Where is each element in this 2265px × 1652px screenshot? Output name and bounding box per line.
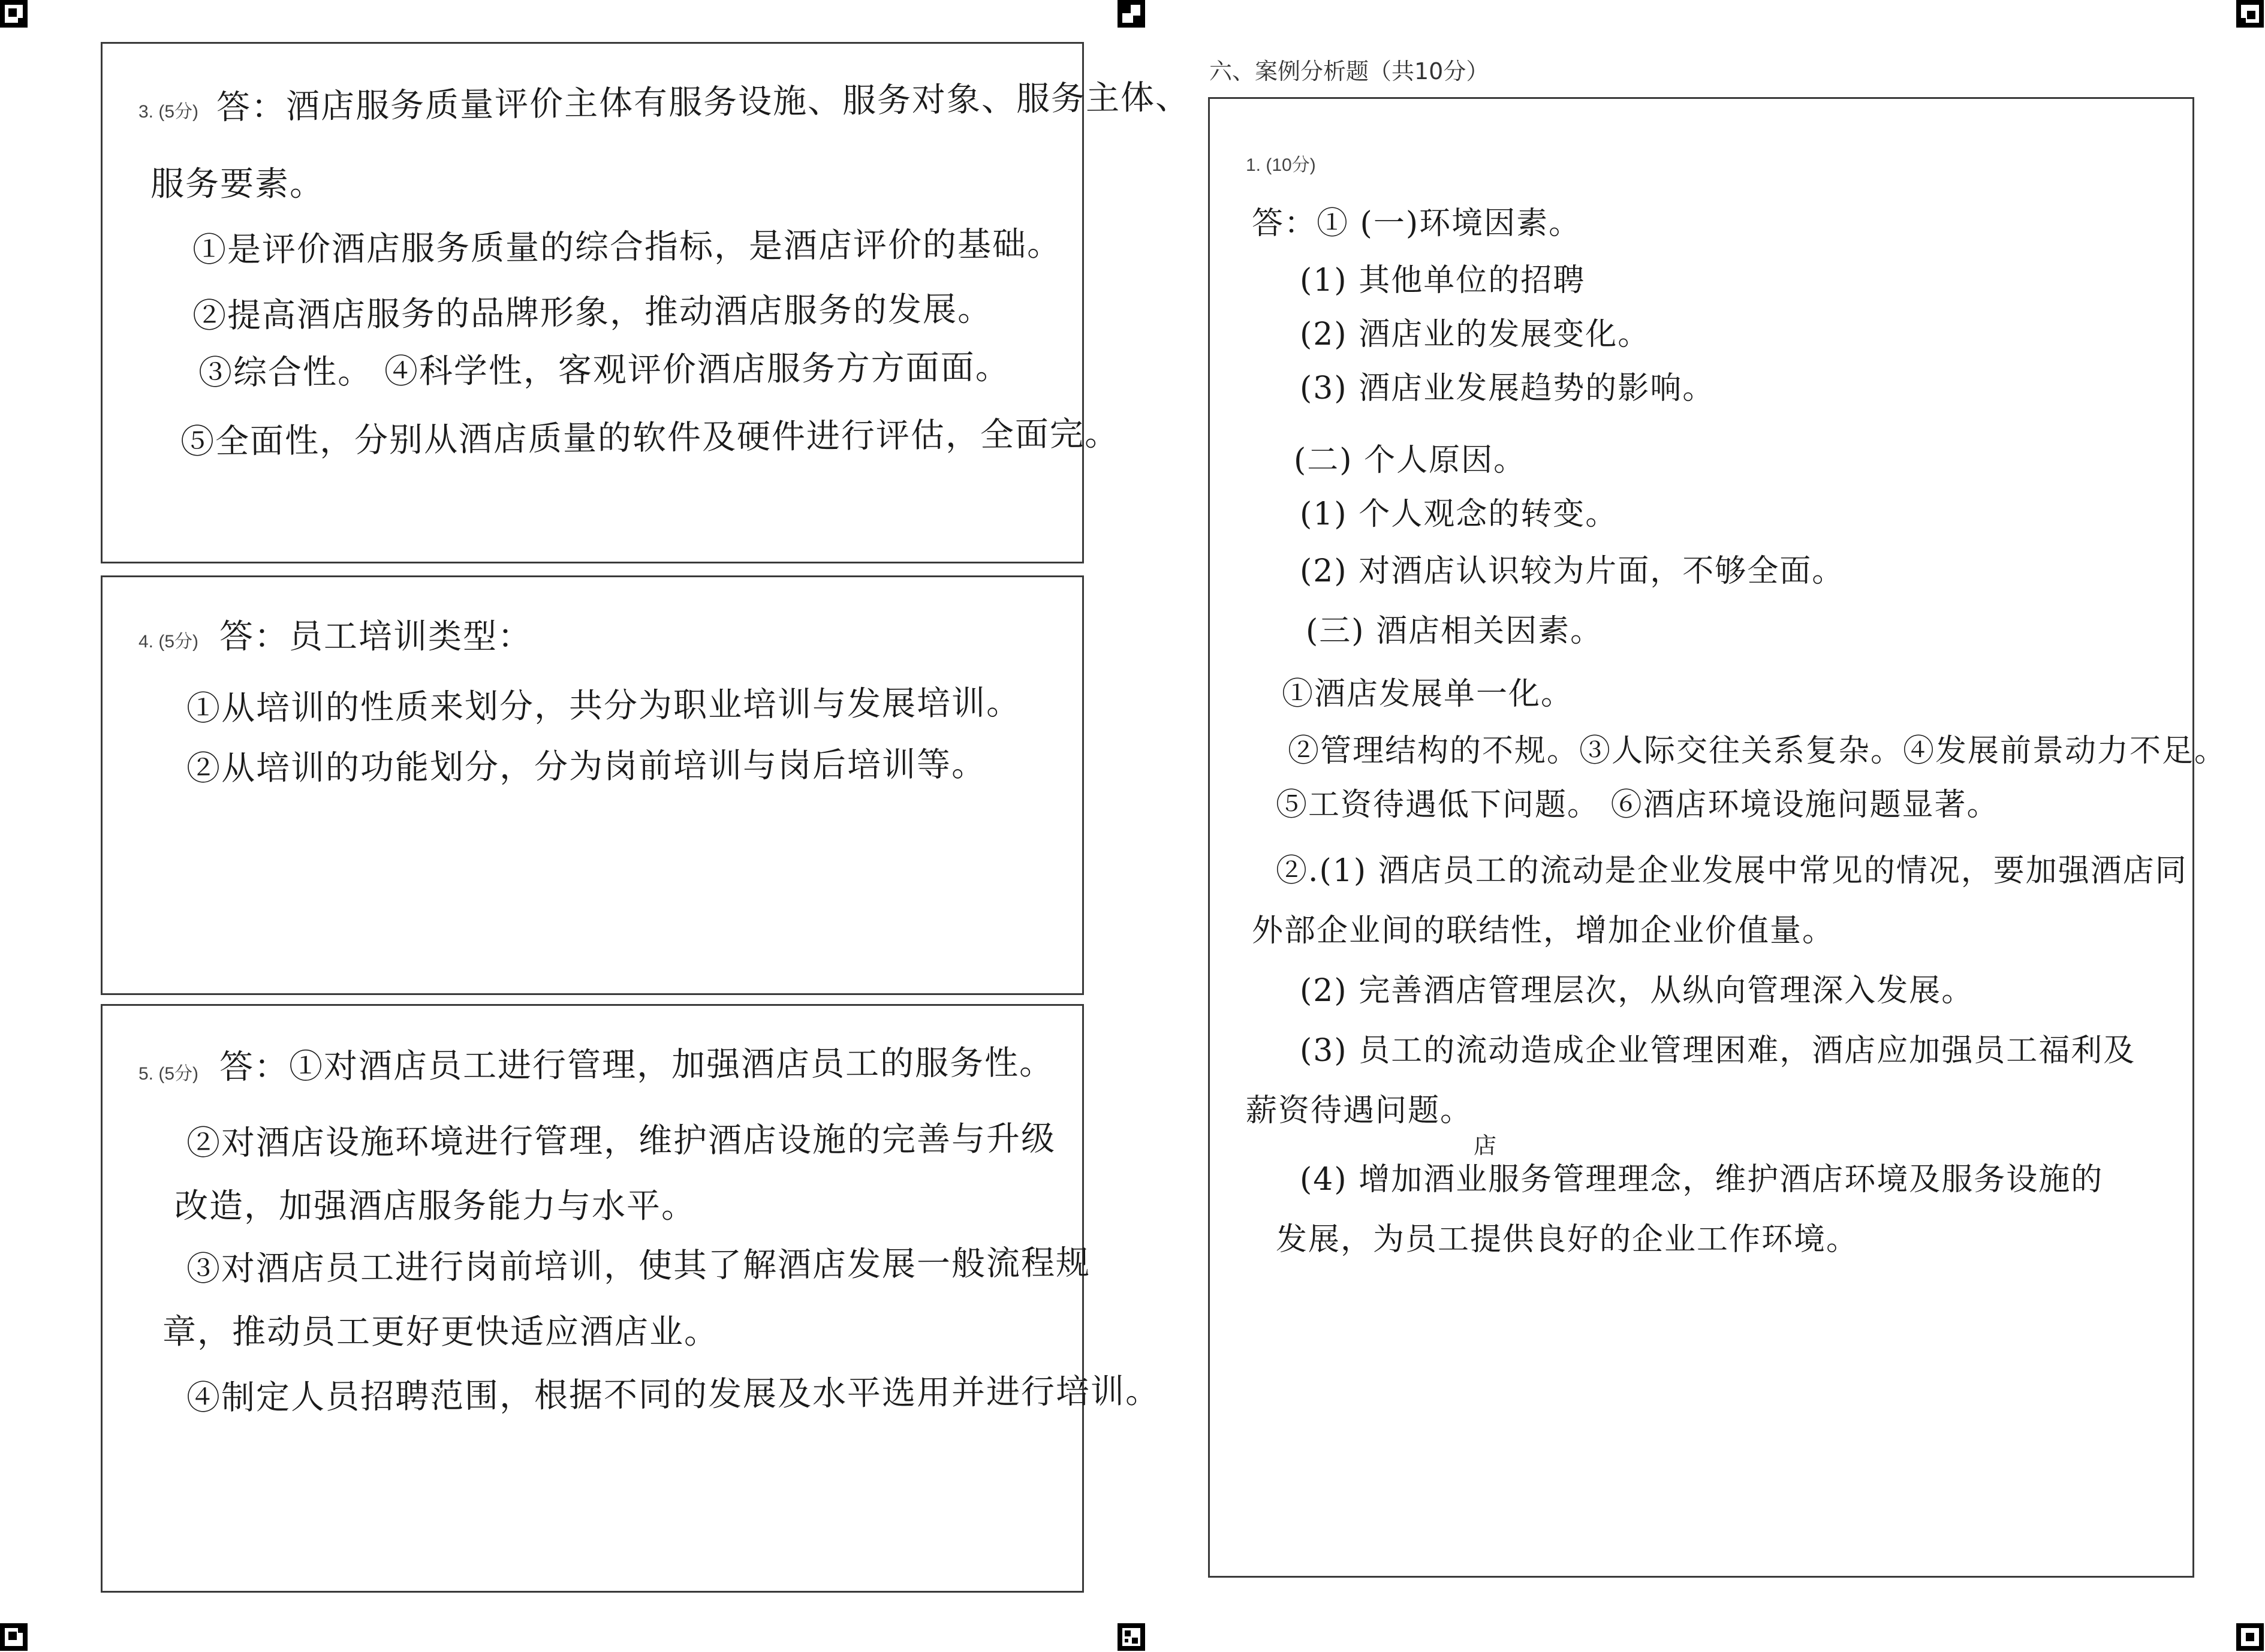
handwritten-line: ②提高酒店服务的品牌形象，推动酒店服务的发展。 xyxy=(192,290,993,336)
registration-marker-top-center xyxy=(1118,0,1145,28)
handwritten-line: ⑤工资待遇低下问题。 ⑥酒店环境设施问题显著。 xyxy=(1276,787,1999,823)
handwritten-line: ②管理结构的不规。③人际交往关系复杂。④发展前景动力不足。 xyxy=(1288,733,2227,769)
handwritten-line: 外部企业间的联结性，增加企业价值量。 xyxy=(1252,913,1835,949)
handwritten-line: 薪资待遇问题。 xyxy=(1246,1093,1473,1129)
section-title: 六、案例分析题（共10分） xyxy=(1209,58,1489,85)
handwritten-line: ③对酒店员工进行岗前培训，使其了解酒店发展一般流程规 xyxy=(186,1243,1091,1289)
question-label: 5. (5分) xyxy=(138,1064,199,1084)
handwritten-line: 答：① (一)环境因素。 xyxy=(1252,206,1582,242)
handwritten-line: (三) 酒店相关因素。 xyxy=(1306,613,1603,649)
handwritten-line: (二) 个人原因。 xyxy=(1294,442,1526,478)
answer-box-case-q1 xyxy=(1208,97,2227,1578)
handwritten-line: (4) 增加酒业服务管理理念，维护酒店环境及服务设施的 xyxy=(1300,1162,2104,1198)
handwritten-line: (3) 员工的流动造成企业管理困难，酒店应加强员工福利及 xyxy=(1300,1033,2136,1069)
handwritten-line: 章，推动员工更好更快适应酒店业。 xyxy=(162,1313,719,1352)
handwritten-line: ④制定人员招聘范围，根据不同的发展及水平选用并进行培训。 xyxy=(186,1371,1161,1418)
handwritten-line: (2) 完善酒店管理层次，从纵向管理深入发展。 xyxy=(1300,973,1974,1009)
question-label: 4. (5分) xyxy=(138,632,199,652)
answer-box-q3 xyxy=(101,42,1191,563)
handwritten-line: 发展，为员工提供良好的企业工作环境。 xyxy=(1276,1222,1859,1258)
handwritten-line: (3) 酒店业发展趋势的影响。 xyxy=(1300,370,1715,406)
handwritten-line: (2) 酒店业的发展变化。 xyxy=(1300,316,1650,352)
handwritten-line: ③综合性。 ④科学性，客观评价酒店服务方方面面。 xyxy=(198,348,1011,393)
registration-marker-bottom-right xyxy=(2236,1623,2264,1651)
handwritten-line: 改造，加强酒店服务能力与水平。 xyxy=(174,1187,696,1226)
answer-box-q5 xyxy=(101,1004,1161,1593)
handwritten-line: ①是评价酒店服务质量的综合指标，是酒店评价的基础。 xyxy=(192,224,1062,270)
handwritten-line: ②.(1) 酒店员工的流动是企业发展中常见的情况，要加强酒店同 xyxy=(1276,853,2188,889)
handwritten-line: (1) 个人观念的转变。 xyxy=(1300,496,1618,532)
question-label: 3. (5分) xyxy=(138,102,199,122)
handwritten-line: (2) 对酒店认识较为片面，不够全面。 xyxy=(1300,553,1845,589)
question-label: 1. (10分) xyxy=(1246,155,1316,175)
handwritten-line: ①酒店发展单一化。 xyxy=(1282,676,1574,712)
registration-marker-bottom-center xyxy=(1118,1623,1145,1651)
handwritten-line: (1) 其他单位的招聘 xyxy=(1300,263,1586,299)
handwritten-line: ②对酒店设施环境进行管理，维护酒店设施的完善与升级 xyxy=(186,1119,1056,1163)
handwritten-line: ⑤全面性，分别从酒店质量的软件及硬件进行评估，全面完。 xyxy=(180,414,1120,462)
handwritten-line: 答：员工培训类型： xyxy=(219,617,532,656)
registration-marker-top-left xyxy=(0,0,28,28)
answer-box-q4 xyxy=(101,575,1084,995)
handwritten-insertion: 店 xyxy=(1474,1132,1498,1159)
handwritten-line: 服务要素。 xyxy=(150,165,324,204)
registration-marker-top-right xyxy=(2236,0,2264,28)
handwritten-line: 答：酒店服务质量评价主体有服务设施、服务对象、服务主体、 xyxy=(216,77,1191,127)
registration-marker-bottom-left xyxy=(0,1623,28,1651)
handwritten-line: ①从培训的性质来划分，共分为职业培训与发展培训。 xyxy=(186,683,1022,728)
handwritten-line: 答：①对酒店员工进行管理，加强酒店员工的服务性。 xyxy=(219,1043,1055,1087)
handwritten-line: ②从培训的功能划分，分为岗前培训与岗后培训等。 xyxy=(186,745,987,788)
